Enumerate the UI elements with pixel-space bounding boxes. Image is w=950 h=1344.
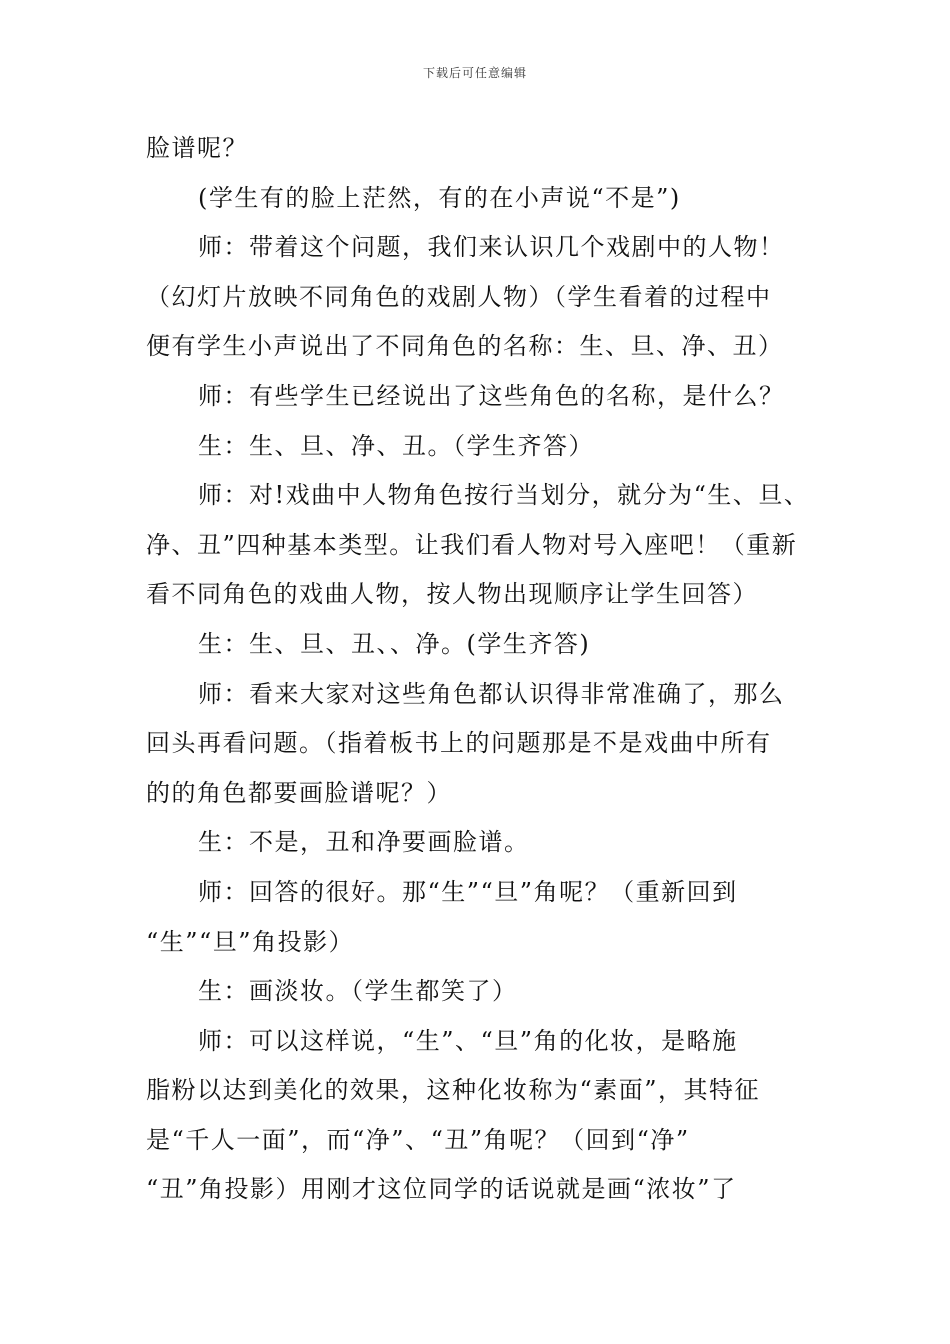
text-line: “丑”角投影）用刚才这位同学的话说就是画“浓妆”了 — [146, 1175, 737, 1204]
text-line: 师：回答的很好。那“生”“旦”角呢？（重新回到 — [198, 877, 738, 906]
text-line: 生：生、旦、丑、、净。(学生齐答) — [198, 629, 591, 658]
text-line: 师：有些学生已经说出了这些角色的名称，是什么？ — [198, 381, 785, 410]
text-line: （幻灯片放映不同角色的戏剧人物）（学生看着的过程中 — [146, 282, 772, 311]
text-line: 师：对!戏曲中人物角色按行当划分，就分为“生、旦、 — [198, 481, 810, 510]
text-line: “生”“旦”角投影） — [146, 927, 355, 956]
text-line: 回头再看问题。（指着板书上的问题那是不是戏曲中所有 — [146, 729, 772, 758]
text-line: (学生有的脸上茫然，有的在小声说“不是”) — [198, 183, 681, 212]
text-line: 净、丑”四种基本类型。让我们看人物对号入座吧！（重新 — [146, 530, 798, 559]
text-line: 生：生、旦、净、丑。（学生齐答） — [198, 431, 594, 460]
text-line: 看不同角色的戏曲人物，按人物出现顺序让学生回答） — [146, 580, 758, 609]
text-line: 生：不是，丑和净要画脸谱。 — [198, 828, 530, 857]
text-line: 的的角色都要画脸谱呢？） — [146, 778, 452, 807]
text-line: 是“千人一面”，而“净”、“丑”角呢？（回到“净” — [146, 1125, 690, 1154]
text-line: 师：带着这个问题，我们来认识几个戏剧中的人物！ — [198, 233, 785, 262]
text-line: 师：可以这样说，“生”、“旦”角的化妆，是略施 — [198, 1026, 738, 1055]
text-line: 生：画淡妆。（学生都笑了） — [198, 977, 518, 1006]
page-header-note: 下载后可任意编辑 — [422, 66, 527, 80]
text-line: 便有学生小声说出了不同角色的名称：生、旦、净、丑） — [146, 332, 784, 361]
text-line: 脸谱呢？ — [146, 134, 248, 162]
text-line: 师：看来大家对这些角色都认识得非常准确了，那么 — [198, 679, 785, 708]
text-line: 脂粉以达到美化的效果，这种化妆称为“素面”，其特征 — [146, 1076, 761, 1105]
document-body — [146, 124, 816, 1215]
